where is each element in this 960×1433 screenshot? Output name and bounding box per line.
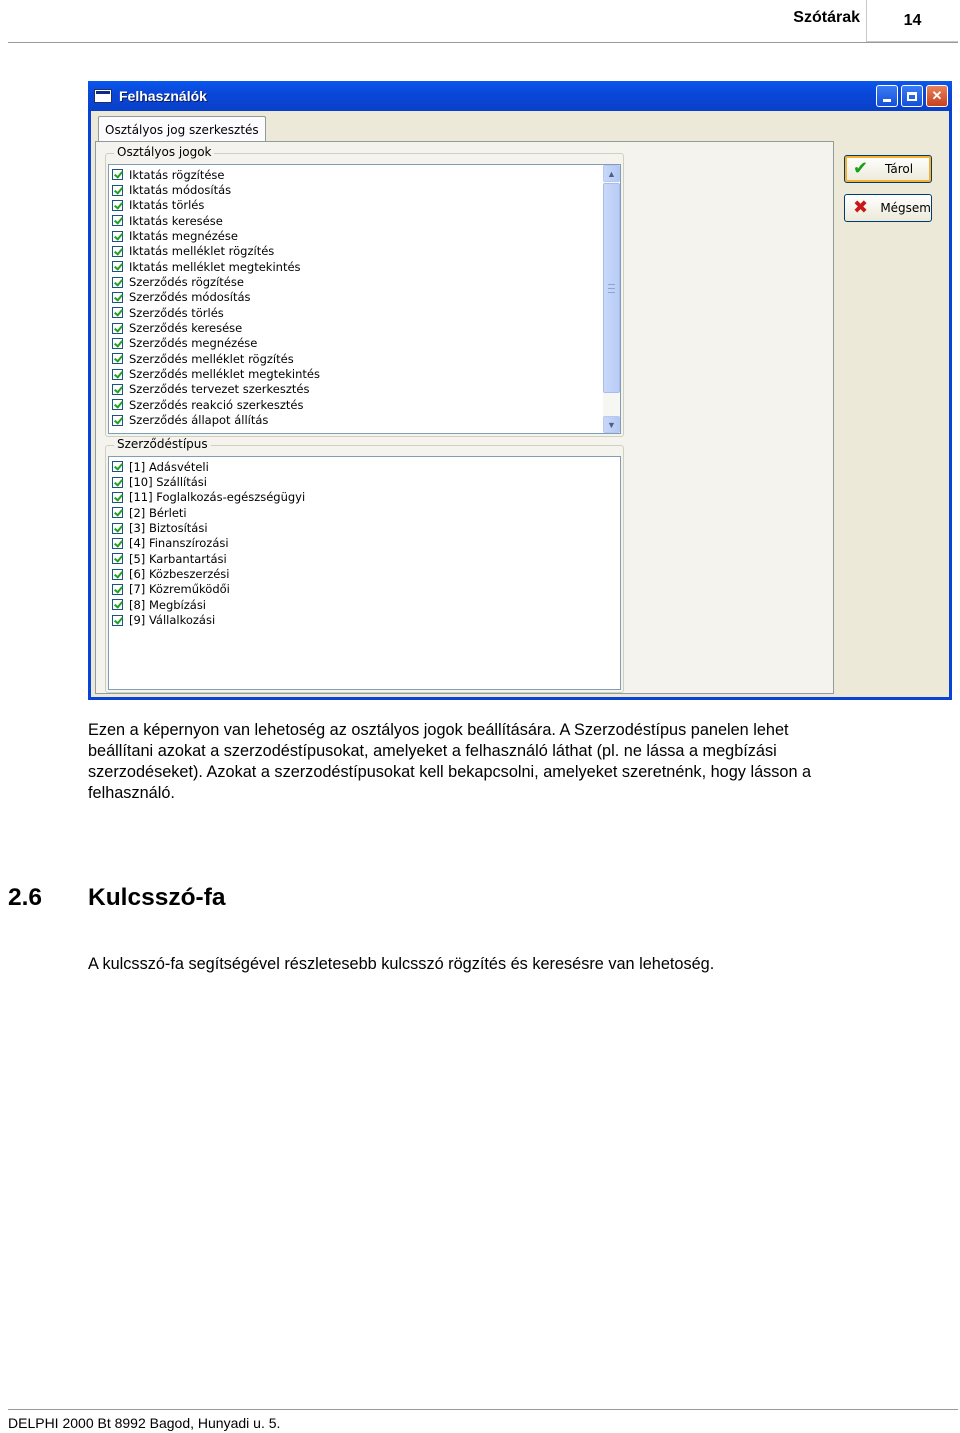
contract-type-checklist[interactable] [108, 456, 621, 690]
section-text: A kulcsszó-fa segítségével részletesebb kulcsszó rögzítés és keresésre van lehetoség. [88, 955, 715, 973]
checklist-item-label: [7] Közreműködői [129, 582, 230, 597]
rights-checklist[interactable] [108, 164, 621, 434]
rights-list-item[interactable] [112, 290, 321, 305]
rights-list-item[interactable] [112, 382, 321, 397]
rights-list-item[interactable] [112, 198, 321, 213]
checkbox-checked-icon[interactable] [112, 231, 123, 242]
cross-icon: ✖ [853, 197, 869, 218]
checklist-item-label: Szerződés rögzítése [129, 275, 244, 290]
checkbox-checked-icon[interactable] [112, 338, 123, 349]
rights-list-item[interactable] [112, 397, 321, 412]
checkbox-checked-icon[interactable] [112, 353, 123, 364]
checklist-item-label: [5] Karbantartási [129, 551, 227, 566]
checklist-item-label: [4] Finanszírozási [129, 536, 229, 551]
rights-list-item[interactable] [112, 244, 321, 259]
checkbox-checked-icon[interactable] [112, 584, 123, 595]
rights-list-item[interactable] [112, 320, 321, 335]
checklist-item-label: [10] Szállítási [129, 475, 207, 490]
minimize-icon [883, 99, 891, 102]
checkbox-checked-icon[interactable] [112, 369, 123, 380]
checkbox-checked-icon[interactable] [112, 185, 123, 196]
checkbox-checked-icon[interactable] [112, 399, 123, 410]
contract-type-list-item[interactable] [112, 566, 306, 581]
rights-list-item[interactable] [112, 182, 321, 197]
scroll-down-icon[interactable]: ▼ [603, 416, 620, 433]
checklist-item-label: Iktatás melléklet megtekintés [129, 259, 301, 274]
maximize-button[interactable] [901, 85, 923, 107]
checklist-item-label: Szerződés állapot állítás [129, 413, 269, 428]
footer-text: DELPHI 2000 Bt 8992 Bagod, Hunyadi u. 5. [8, 1415, 281, 1431]
checkbox-checked-icon[interactable] [112, 492, 123, 503]
cancel-button-label: Mégsem [880, 201, 931, 215]
checklist-item-label: Iktatás törlés [129, 198, 205, 213]
save-button-label: Tárol [885, 162, 914, 176]
checklist-item-label: Szerződés melléklet megtekintés [129, 367, 320, 382]
checkbox-checked-icon[interactable] [112, 599, 123, 610]
contract-type-list-item[interactable] [112, 459, 306, 474]
checklist-item-label: Iktatás rögzítése [129, 167, 225, 182]
checklist-item-label: [9] Vállalkozási [129, 613, 216, 628]
page-number: 14 [866, 0, 958, 42]
checklist-item-label: [3] Biztosítási [129, 521, 208, 536]
rights-list-item[interactable] [112, 305, 321, 320]
checkbox-checked-icon[interactable] [112, 477, 123, 488]
checklist-item-label: Iktatás módosítás [129, 183, 232, 198]
checkbox-checked-icon[interactable] [112, 292, 123, 303]
checkbox-checked-icon[interactable] [112, 277, 123, 288]
checkbox-checked-icon[interactable] [112, 384, 123, 395]
tab-osztalyos-jog[interactable]: Osztályos jog szerkesztés [98, 116, 266, 142]
checkbox-checked-icon[interactable] [112, 415, 123, 426]
checkbox-checked-icon[interactable] [112, 507, 123, 518]
rights-list-item[interactable] [112, 167, 321, 182]
checkbox-checked-icon[interactable] [112, 615, 123, 626]
rights-items [112, 167, 321, 428]
rights-list-item[interactable] [112, 336, 321, 351]
rights-group-caption: Osztályos jogok [114, 145, 214, 159]
checklist-item-label: Szerződés melléklet rögzítés [129, 351, 294, 366]
paragraph-line: beállítani azokat a szerzodéstípusokat, amelyeket a felhasználó láthat (pl. ne lássa a megbízási [88, 742, 777, 760]
contract-type-list-item[interactable] [112, 536, 306, 551]
dialog-titlebar [88, 81, 952, 111]
rights-list-item[interactable] [112, 213, 321, 228]
contract-type-list-item[interactable] [112, 597, 306, 612]
rights-list-item[interactable] [112, 413, 321, 428]
checklist-item-label: Szerződés reakció szerkesztés [129, 397, 304, 412]
maximize-icon [907, 92, 917, 101]
contract-type-group [105, 437, 624, 693]
checkbox-checked-icon[interactable] [112, 323, 123, 334]
grip-icon [608, 284, 615, 293]
checkbox-checked-icon[interactable] [112, 169, 123, 180]
scroll-up-icon[interactable]: ▲ [603, 165, 620, 182]
checkbox-checked-icon[interactable] [112, 215, 123, 226]
checklist-item-label: Iktatás keresése [129, 213, 223, 228]
window-icon [94, 89, 112, 103]
checkbox-checked-icon[interactable] [112, 553, 123, 564]
contract-type-group-caption: Szerződéstípus [114, 437, 211, 451]
rights-list-item[interactable] [112, 228, 321, 243]
description-paragraph [88, 720, 948, 804]
checkbox-checked-icon[interactable] [112, 261, 123, 272]
contract-type-list-item[interactable] [112, 582, 306, 597]
rights-list-item[interactable] [112, 366, 321, 381]
checklist-item-label: Szerződés módosítás [129, 290, 251, 305]
tab-page [95, 141, 834, 694]
paragraph-line: Ezen a képernyon van lehetoség az osztályos jogok beállítására. A Szerzodéstípus panelen lehet [88, 721, 789, 739]
checklist-item-label: Szerződés megnézése [129, 336, 258, 351]
section-heading [8, 884, 226, 912]
checkbox-checked-icon[interactable] [112, 523, 123, 534]
minimize-button[interactable] [876, 85, 898, 107]
rights-scrollbar[interactable] [603, 165, 620, 433]
checklist-item-label: Szerződés törlés [129, 305, 224, 320]
page-footer [8, 1409, 958, 1431]
checkmark-icon: ✔ [853, 158, 869, 179]
contract-type-items [112, 459, 306, 628]
checklist-item-label: [6] Közbeszerzési [129, 567, 230, 582]
checklist-item-label: [11] Foglalkozás-egészségügyi [129, 490, 306, 505]
contract-type-list-item[interactable] [112, 520, 306, 535]
paragraph-line: szerzodéseket). Azokat a szerzodéstípusokat kell bekapcsolni, amelyeket szeretnénk, hogy lásson a [88, 763, 812, 781]
dialog-title: Felhasználók [119, 88, 207, 104]
checklist-item-label: Iktatás megnézése [129, 229, 238, 244]
checklist-item-label: Iktatás melléklet rögzítés [129, 244, 275, 259]
paragraph-line: felhasználó. [88, 784, 175, 802]
contract-type-list-item[interactable] [112, 505, 306, 520]
checklist-item-label: [8] Megbízási [129, 597, 207, 612]
checkbox-checked-icon[interactable] [112, 307, 123, 318]
chapter-title: Szótárak [793, 9, 860, 26]
scroll-thumb[interactable] [603, 183, 620, 393]
checkbox-checked-icon[interactable] [112, 461, 123, 472]
users-dialog-screenshot [88, 81, 952, 700]
checklist-item-label: Szerződés tervezet szerkesztés [129, 382, 310, 397]
checkbox-checked-icon[interactable] [112, 200, 123, 211]
contract-type-list-item[interactable] [112, 474, 306, 489]
checkbox-checked-icon[interactable] [112, 569, 123, 580]
rights-list-item[interactable] [112, 274, 321, 289]
contract-type-list-item[interactable] [112, 551, 306, 566]
checklist-item-label: [2] Bérleti [129, 505, 187, 520]
page-header [8, 0, 958, 43]
section-title: Kulcsszó-fa [88, 884, 226, 911]
rights-group [105, 145, 624, 437]
contract-type-list-item[interactable] [112, 490, 306, 505]
rights-list-item[interactable] [112, 351, 321, 366]
checklist-item-label: [1] Adásvételi [129, 459, 209, 474]
close-button[interactable] [926, 85, 948, 107]
save-button[interactable] [844, 155, 932, 183]
checkbox-checked-icon[interactable] [112, 246, 123, 257]
checkbox-checked-icon[interactable] [112, 538, 123, 549]
cancel-button[interactable] [844, 194, 932, 222]
close-icon: ✕ [931, 88, 943, 103]
section-number: 2.6 [8, 884, 43, 911]
rights-list-item[interactable] [112, 259, 321, 274]
checklist-item-label: Szerződés keresése [129, 321, 243, 336]
contract-type-list-item[interactable] [112, 612, 306, 627]
